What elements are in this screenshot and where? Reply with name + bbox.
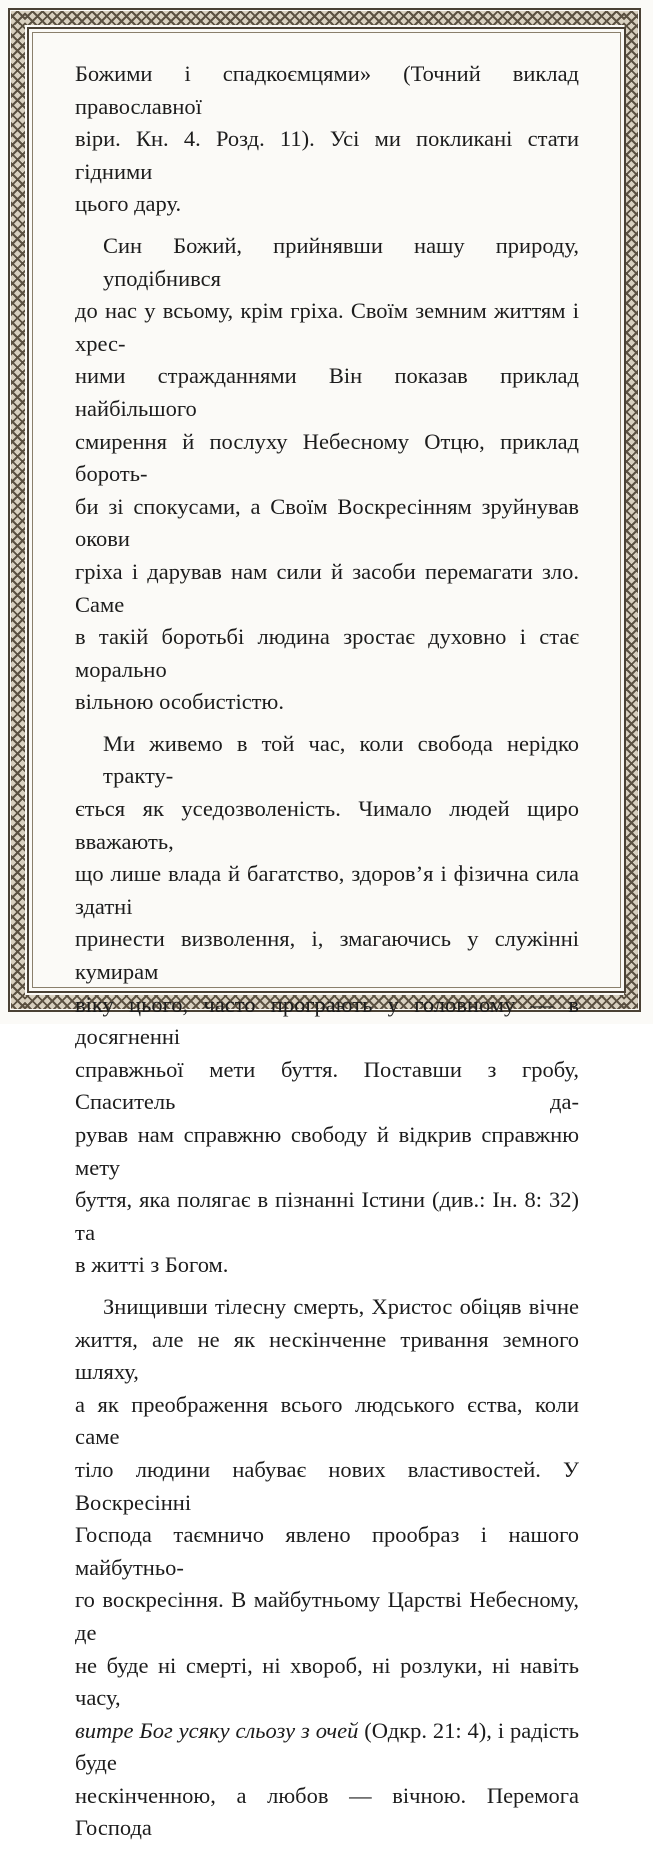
text-line: віри. Кн. 4. Розд. 11). Усі ми покликані стати гідними bbox=[75, 126, 579, 184]
text-line: а як преображення всього людського єства, коли саме bbox=[75, 1391, 579, 1450]
text-line: в такій боротьбі людина зростає духовно і стає морально bbox=[75, 624, 579, 682]
text-line: буття, яка полягає в пізнанні Істини (див.: Ін. 8: 32) та bbox=[75, 1187, 579, 1245]
text-line: що лише влада й багатство, здоров’я і фізична сила здатні bbox=[75, 861, 579, 919]
text-line: тіло людини набуває нових властивостей. У Воскресінні bbox=[75, 1456, 579, 1515]
text-line: смирення й послуху Небесному Отцю, приклад бороть- bbox=[75, 428, 579, 487]
body-text bbox=[75, 58, 579, 1854]
text-line: до нас у всьому, крім гріха. Своїм земним життям і хрес- bbox=[75, 298, 579, 356]
text-line: рував нам справжню свободу й відкрив справжню мету bbox=[75, 1122, 579, 1180]
text-line: би зі спокусами, а Своїм Воскресінням зруйнував окови bbox=[75, 493, 579, 552]
quote-reference: (Одкр. 21: 4), і радість буде bbox=[75, 1717, 579, 1776]
text-line: в житті з Богом. bbox=[75, 1252, 229, 1278]
paragraph-4 bbox=[75, 1291, 579, 1845]
text-line: життя, але не як нескінченне тривання земного шляху, bbox=[75, 1326, 579, 1385]
text-line: не буде ні смерті, ні хвороб, ні розлуки, ні навіть часу, bbox=[75, 1652, 579, 1711]
text-line: Знищивши тілесну смерть, Христос обіцяв вічне bbox=[103, 1293, 579, 1319]
text-line: Господа таємничо явлено прообраз і нашого майбутньо- bbox=[75, 1522, 579, 1580]
text-line: Божими і спадкоємцями» (Точний виклад православної bbox=[75, 61, 579, 119]
text-line-italic-quote bbox=[75, 1715, 579, 1780]
italic-quote: витре Бог усяку сльозу з очей bbox=[75, 1717, 359, 1743]
text-line: вільною особистістю. bbox=[75, 689, 284, 715]
text-line: цього дару. bbox=[75, 191, 182, 217]
text-line: Син Божий, прийнявши нашу природу, уподібнився bbox=[103, 232, 579, 291]
paragraph-3 bbox=[75, 728, 579, 1282]
text-line: нескінченною, а любов — вічною. Перемога Господа bbox=[75, 1782, 579, 1841]
paragraph-1 bbox=[75, 58, 579, 221]
text-line: Ми живемо в той час, коли свобода нерідко тракту- bbox=[103, 730, 579, 789]
text-line: справжньої мети буття. Поставши з гробу, Спаситель да- bbox=[75, 1056, 579, 1115]
text-line: ними стражданнями Він показав приклад найбільшого bbox=[75, 363, 579, 421]
text-line: віку цього, часто програють у головному — в досягненні bbox=[75, 991, 579, 1050]
text-line: гріха і дарував нам сили й засоби перемагати зло. Саме bbox=[75, 558, 579, 617]
text-line: го воскресіння. В майбутньому Царстві Небесному, де bbox=[75, 1587, 579, 1645]
text-line: принести визволення, і, змагаючись у служінні кумирам bbox=[75, 926, 579, 985]
text-line: ється як уседозволеність. Чимало людей щиро вважають, bbox=[75, 796, 579, 854]
paragraph-2 bbox=[75, 230, 579, 719]
